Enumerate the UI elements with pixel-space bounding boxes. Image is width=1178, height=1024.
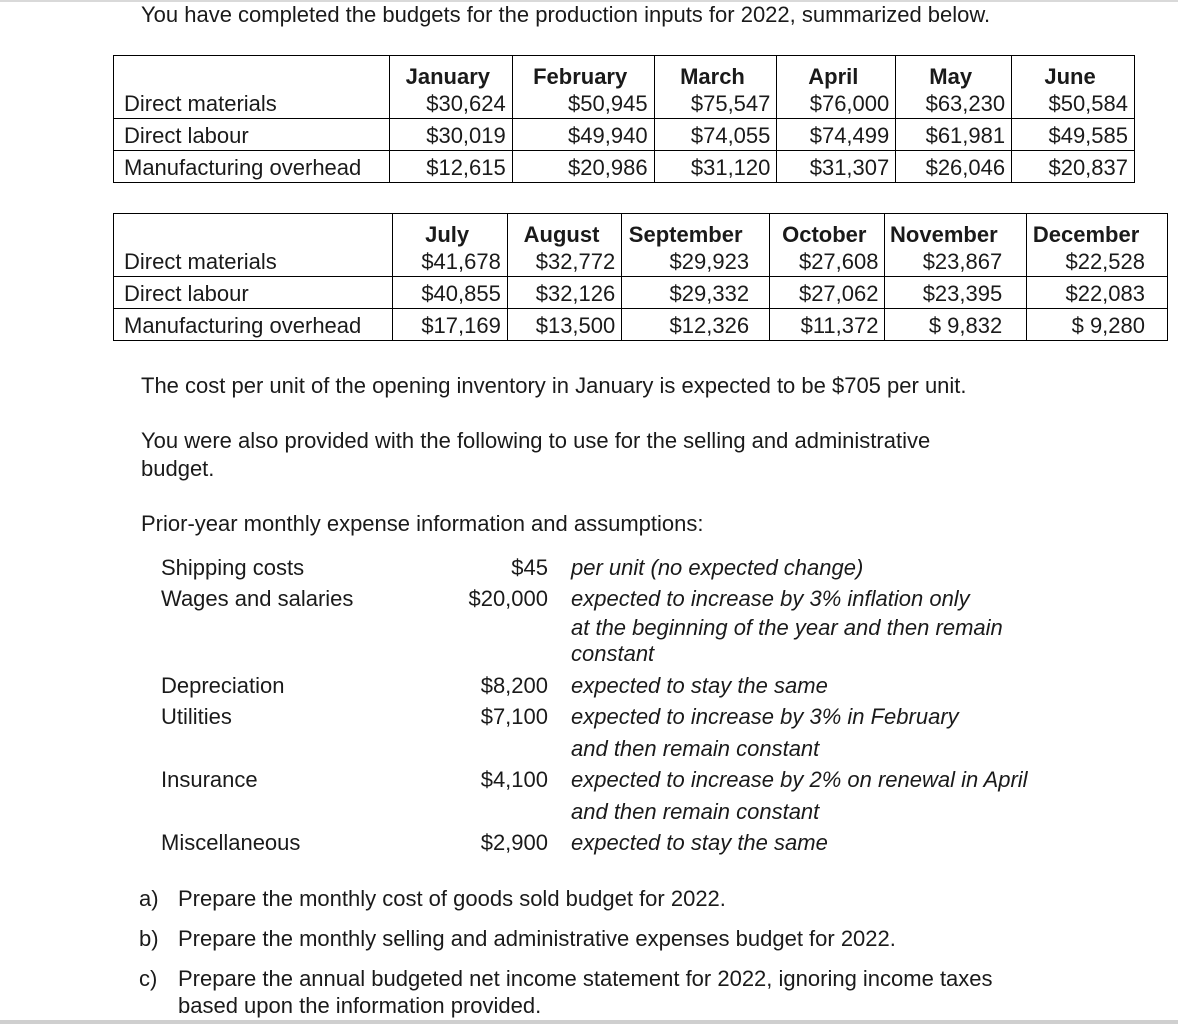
value-cell: $30,624 — [426, 91, 506, 116]
expense-note-wages-2: at the beginning of the year and then remain — [571, 615, 1003, 640]
cell-feb — [512, 56, 654, 119]
expense-amount-shipping: $45 — [511, 555, 548, 580]
question-text: Prepare the monthly cost of goods sold budget for 2022. — [178, 886, 726, 911]
expense-note-wages-3: constant — [571, 641, 655, 666]
expense-label-utilities: Utilities — [161, 704, 232, 729]
cell-aug — [507, 214, 621, 277]
intro-text: You have completed the budgets for the production inputs for 2022, summarized below. — [141, 2, 991, 27]
question-text-line1: Prepare the annual budgeted net income statement for 2022, ignoring income taxes — [178, 966, 993, 991]
expense-label-wages: Wages and salaries — [161, 586, 354, 611]
month-header: May — [929, 64, 973, 89]
value-cell: $50,945 — [568, 91, 648, 116]
expense-amount-depreciation: $8,200 — [480, 673, 548, 698]
value-cell: $76,000 — [809, 91, 890, 116]
question-letter: a) — [139, 886, 159, 911]
value-cell: $32,126 — [507, 277, 621, 309]
value-cell: $63,230 — [925, 91, 1006, 116]
sga-intro-line2: budget. — [141, 456, 215, 481]
question-b — [139, 925, 896, 952]
row-label-manufacturing-overhead: Manufacturing overhead — [114, 309, 393, 341]
expense-amount-insurance: $4,100 — [480, 767, 548, 792]
value-cell: $27,608 — [798, 249, 879, 274]
budget-table-jul-dec — [113, 213, 1168, 341]
question-letter: c) — [139, 966, 158, 991]
expense-note-depreciation: expected to stay the same — [571, 673, 828, 698]
expense-note-insurance-1: expected to increase by 2% on renewal in April — [571, 767, 1028, 792]
month-header: February — [533, 64, 628, 89]
value-cell: $12,615 — [389, 151, 512, 183]
expense-label-insurance: Insurance — [161, 767, 258, 792]
value-cell: $74,499 — [777, 119, 896, 151]
month-header: July — [425, 222, 470, 247]
value-cell: $61,981 — [896, 119, 1012, 151]
value-cell: $74,055 — [654, 119, 777, 151]
value-cell: $31,120 — [654, 151, 777, 183]
month-header: June — [1044, 64, 1096, 89]
question-a — [139, 885, 726, 912]
value-cell: $50,584 — [1048, 91, 1128, 116]
value-cell: $23,867 — [922, 249, 1003, 274]
question-c — [139, 965, 993, 1019]
sga-intro-line1: You were also provided with the following to use for the selling and administrative — [141, 428, 931, 453]
cell-mar — [654, 56, 777, 119]
value-cell: $40,855 — [393, 277, 507, 309]
value-cell: $20,837 — [1012, 151, 1135, 183]
value-cell: $17,169 — [393, 309, 507, 341]
cell-jan — [389, 56, 512, 119]
value-cell: $11,372 — [770, 309, 885, 341]
value-cell: $13,500 — [507, 309, 621, 341]
value-cell: $22,083 — [1027, 277, 1168, 309]
value-cell: $23,395 — [885, 277, 1027, 309]
row-label-direct-materials: Direct materials — [114, 214, 393, 277]
value-cell: $32,772 — [535, 249, 616, 274]
expense-note-misc: expected to stay the same — [571, 830, 828, 855]
cell-jun — [1012, 56, 1135, 119]
month-header: November — [890, 222, 998, 247]
expense-note-wages-1: expected to increase by 3% inflation only — [571, 586, 970, 611]
value-cell: $49,940 — [512, 119, 654, 151]
prior-year-heading: Prior-year monthly expense information and assumptions: — [141, 511, 704, 536]
value-cell: $75,547 — [690, 91, 771, 116]
expense-label-shipping: Shipping costs — [161, 555, 305, 580]
expense-note-insurance-2: and then remain constant — [571, 799, 820, 824]
bottom-rule — [0, 1020, 1178, 1024]
value-cell: $29,332 — [622, 277, 770, 309]
expense-amount-wages: $20,000 — [468, 586, 548, 611]
value-cell: $29,923 — [669, 249, 750, 274]
expense-amount-misc: $2,900 — [480, 830, 548, 855]
row-label-direct-labour: Direct labour — [114, 119, 390, 151]
cell-sep — [622, 214, 770, 277]
cell-nov — [885, 214, 1027, 277]
row-label-direct-materials: Direct materials — [114, 56, 390, 119]
value-cell: $ 9,832 — [885, 309, 1027, 341]
expense-note-shipping: per unit (no expected change) — [571, 555, 864, 580]
value-cell: $12,326 — [622, 309, 770, 341]
value-cell: $31,307 — [777, 151, 896, 183]
expense-note-utilities-1: expected to increase by 3% in February — [571, 704, 959, 729]
month-header: March — [680, 64, 745, 89]
cell-apr — [777, 56, 896, 119]
month-header: August — [523, 222, 600, 247]
month-header: October — [782, 222, 867, 247]
value-cell: $41,678 — [421, 249, 501, 274]
question-letter: b) — [139, 926, 159, 951]
expense-note-utilities-2: and then remain constant — [571, 736, 820, 761]
cell-dec — [1027, 214, 1168, 277]
value-cell: $22,528 — [1065, 249, 1145, 274]
expense-label-depreciation: Depreciation — [161, 673, 285, 698]
value-cell: $20,986 — [512, 151, 654, 183]
cell-may — [896, 56, 1012, 119]
value-cell: $26,046 — [896, 151, 1012, 183]
value-cell: $49,585 — [1012, 119, 1135, 151]
question-text-line2: based upon the information provided. — [178, 993, 542, 1018]
value-cell: $27,062 — [770, 277, 885, 309]
expense-label-misc: Miscellaneous — [161, 830, 301, 855]
cell-oct — [770, 214, 885, 277]
month-header: September — [628, 222, 743, 247]
expense-amount-utilities: $7,100 — [480, 704, 548, 729]
month-header: January — [405, 64, 491, 89]
row-label-manufacturing-overhead: Manufacturing overhead — [114, 151, 390, 183]
month-header: April — [808, 64, 859, 89]
month-header: December — [1032, 222, 1140, 247]
row-label-direct-labour: Direct labour — [114, 277, 393, 309]
cell-jul — [393, 214, 507, 277]
budget-table-jan-jun — [113, 55, 1135, 183]
value-cell: $30,019 — [389, 119, 512, 151]
value-cell: $ 9,280 — [1027, 309, 1168, 341]
opening-inventory-text: The cost per unit of the opening inventory in January is expected to be $705 per unit. — [141, 373, 967, 398]
question-text: Prepare the monthly selling and administrative expenses budget for 2022. — [178, 926, 896, 951]
